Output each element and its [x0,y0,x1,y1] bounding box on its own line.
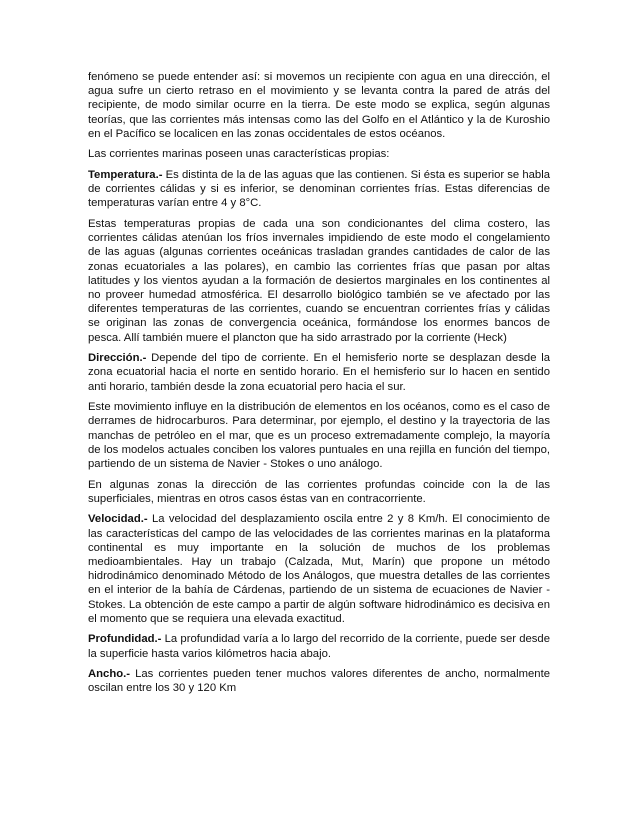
section-label-temperature: Temperatura.- [88,169,163,181]
document-page [88,70,550,702]
section-label-depth: Profundidad.- [88,633,162,646]
paragraph-direction-influence [88,400,550,471]
paragraph-text: Depende del tipo de corriente. En el hemisferio norte se desplazan desde la zona ecuatorial hacia el norte en sentido horario. En el hemisferio sur lo hacen en sentido anti horario, también desde la zona ecuatorial pero hacia el sur. [88,352,550,393]
paragraph-text: fenómeno se puede entender así: si movemos un recipiente con agua en una dirección, el agua sufre un cierto retraso en el movimiento y se levanta contra la pared de atrás del recipiente, de modo similar ocurre en la tierra. De este modo se explica, según algunas teorías, que las corrientes más intensas como las del Golfo en el Atlántico y la de Kuroshio en el Pacífico se localicen en las zonas occidentales de estos océanos. [88,71,550,140]
section-label-direction: Dirección.- [88,352,147,365]
paragraph-text: Este movimiento influye en la distribución de elementos en los océanos, como es el caso de derrames de hidrocarburos. Para determinar, por ejemplo, el destino y la trayectoria de las manchas de petróleo en el mar, que es un proceso extremadamente complejo, la mayoría de los modelos actuales conciben los valores puntuales en una rejilla en función del tiempo, partiendo de un sistema de Navier - Stokes o uno análogo. [88,401,550,471]
paragraph-text: Las corrientes pueden tener muchos valores diferentes de ancho, normalmente oscilan entre los 30 y 120 Km [88,668,550,695]
paragraph-width [88,667,550,695]
paragraph-text: Estas temperaturas propias de cada una son condicionantes del clima costero, las corrientes cálidas atenúan los fríos invernales impidiendo de este modo el congelamiento de las aguas (algunas corrientes oceánicas trasladan grandes cantidades de calor de las zonas ecuatoriales a las polares), en cambio las corrientes frías que pasan por altas latitudes y los vientos ayudan a la formación de desiertos marginales en los continentes al no proveer humedad atmosférica. El desarrollo biológico también se ve afectado por las diferentes temperaturas de las corrientes, cuando se encuentran corrientes frías y cálidas se originan las zonas de convergencia oceánica, formándose los enormes bancos de pesca. Allí también muere el plancton que ha sido arrastrado por la corriente (Heck) [88,218,550,344]
paragraph-direction [88,351,550,394]
section-label-velocity: Velocidad.- [88,513,148,526]
paragraph-characteristics [88,147,550,161]
paragraph-text: La velocidad del desplazamiento oscila entre 2 y 8 Km/h. El conocimiento de las características del campo de las velocidades de las corrientes marinas en la plataforma continental es muy importante en la solución de muchos de los problemas medioambientales. Hay un trabajo (Calzada, Mut, Marín) que propone un método hidrodinámico denominado Método de los Análogos, que muestra detalles de las corrientes en el interior de la bahía de Cárdenas, partiendo de un sistema de ecuaciones de Navier - Stokes. La obtención de este campo a partir de algún software hidrodinámico es decisiva en el momento que se requiera una elevada exactitud. [88,513,550,625]
paragraph-text: En algunas zonas la dirección de las corrientes profundas coincide con la de las superficiales, mientras en otros casos éstas van en contracorriente. [88,478,550,505]
paragraph-temperature-effects [88,217,550,345]
paragraph-text: Las corrientes marinas poseen unas características propias: [88,148,390,161]
paragraph-temperature [88,168,550,211]
paragraph-intro [88,70,550,141]
paragraph-deep-currents [88,478,550,506]
paragraph-velocity [88,512,550,626]
paragraph-text: Es distinta de la de las aguas que las contienen. Si ésta es superior se habla de corrientes cálidas y si es inferior, se denominan corrientes frías. Estas diferencias de temperaturas varían entre 4 y 8°C. [88,169,550,210]
paragraph-depth [88,632,550,660]
section-label-width: Ancho.- [88,668,131,681]
paragraph-text: La profundidad varía a lo largo del recorrido de la corriente, puede ser desde la superficie hasta varios kilómetros hacia abajo. [88,633,550,660]
